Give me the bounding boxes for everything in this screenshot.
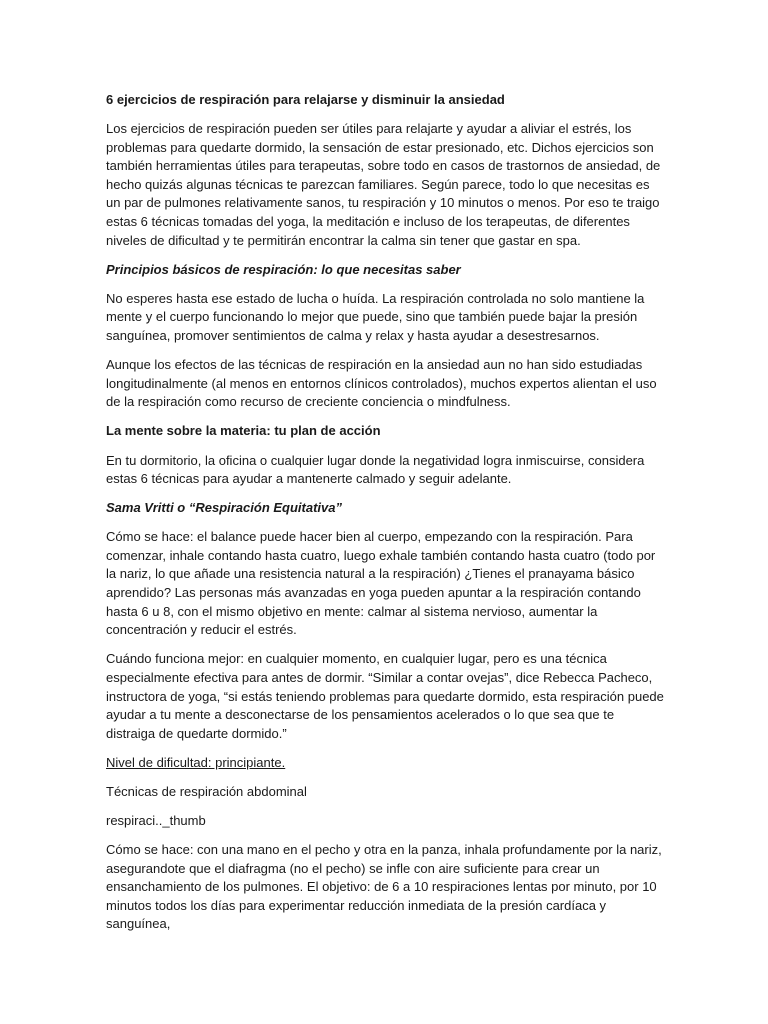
paragraph-fight-or-flight: No esperes hasta ese estado de lucha o huída. La respiración controlada no solo mantiene la mente y el cuerpo funcionando lo mejor que puede, sino que también puede bajar la presión sanguínea, promover sentimientos de calma y relax y hasta ayudar a desestresarnos. <box>106 290 645 344</box>
paragraph-action-plan: En tu dormitorio, la oficina o cualquier lugar donde la negatividad logra inmiscuirse, considera estas 6 técnicas para ayudar a mantenerte calmado y seguir adelante. <box>106 452 645 487</box>
document-page <box>106 91 666 945</box>
intro-paragraph: Los ejercicios de respiración pueden ser útiles para relajarte y ayudar a aliviar el estrés, los problemas para quedarte dormido, la sensación de estar presionado, etc. Dichos ejercicios son también herramientas útiles para terapeutas, sobre todo en casos de trastornos de ansiedad, de hecho quizás algunas técnicas te parezcan familiares. Según parece, todo lo que necesitas es un par de pulmones relativamente sanos, tu respiración y 10 minutos o menos. Por eso te traigo estas 6 técnicas tomadas del yoga, la meditación e incluso de los terapeutas, de diferentes niveles de dificultad y te permitirán encontrar la calma sin tener que gastar en spa. <box>106 121 661 248</box>
section-heading-action-plan: La mente sobre la materia: tu plan de acción <box>106 423 381 439</box>
paragraph-sama-vritti-when: Cuándo funciona mejor: en cualquier momento, en cualquier lugar, pero es una técnica especialmente efectiva para antes de dormir. “Similar a contar ovejas”, dice Rebecca Pacheco, instructora de yoga, “si estás teniendo problemas para quedarte dormido, esta respiración puede ayudar a tu mente a desconectarse de los pensamientos acelerados o lo que sea que te distraiga de quedarte dormido.” <box>106 651 664 741</box>
paragraph-abdominal-how: Cómo se hace: con una mano en el pecho y otra en la panza, inhala profundamente por la nariz, asegurandote que el diafragma (no el pecho) se infle con aire suficiente para crear un ensanchamiento de los pulmones. El objetivo: de 6 a 10 respiraciones lentas por minuto, por 10 minutos todos los días para experimentar reducción inmediata de la presión cardíaca y sanguínea, <box>106 842 662 932</box>
technique-heading-abdominal: Técnicas de respiración abdominal <box>106 783 307 799</box>
paragraph-sama-vritti-how: Cómo se hace: el balance puede hacer bien al cuerpo, empezando con la respiración. Para comenzar, inhale contando hasta cuatro, luego exhale también contando hasta cuatro (todo por la nariz, lo que añade una resistencia natural a la respiración) ¿Tienes el pranayama básico aprendido? Las personas más avanzadas en yoga pueden apuntar a la respiración contando hasta 6 u 8, con el mismo objetivo en mente: calmar al sistema nervioso, aumentar la concentración y reducir el estrés. <box>106 529 656 638</box>
section-heading-principles: Principios básicos de respiración: lo que necesitas saber <box>106 261 461 277</box>
technique-heading-sama-vritti: Sama Vritti o “Respiración Equitativa” <box>106 500 342 516</box>
document-title: 6 ejercicios de respiración para relajarse y disminuir la ansiedad <box>106 92 505 107</box>
image-placeholder-text: respiraci.._thumb <box>106 813 206 828</box>
difficulty-level: Nivel de dificultad: principiante. <box>106 754 286 770</box>
paragraph-effects: Aunque los efectos de las técnicas de respiración en la ansiedad aun no han sido estudiadas longitudinalmente (al menos en entornos clínicos controlados), muchos expertos alientan el uso de la respiración como recurso de creciente conciencia o mindfulness. <box>106 357 657 410</box>
